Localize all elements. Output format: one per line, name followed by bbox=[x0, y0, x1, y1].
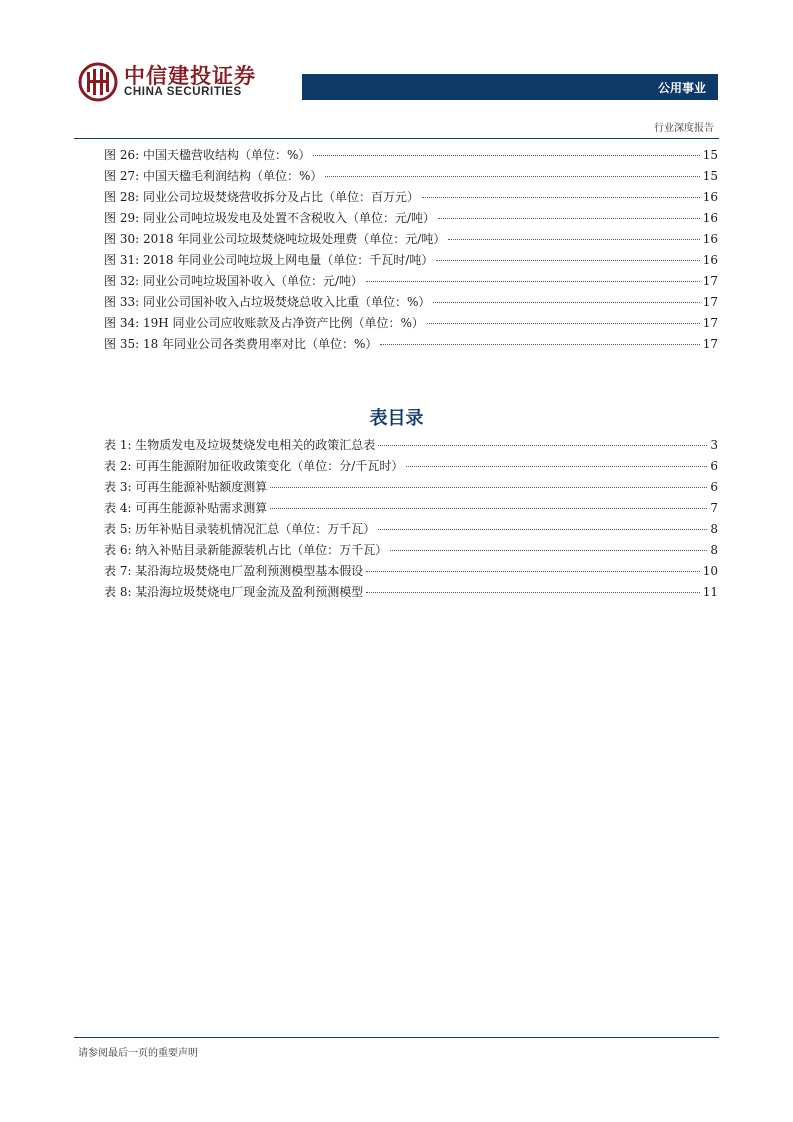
toc-entry[interactable] bbox=[104, 335, 718, 356]
toc-entry-label: 表 2: 可再生能源附加征收政策变化（单位：分/千瓦时） bbox=[104, 459, 404, 473]
footer-disclaimer: 请参阅最后一页的重要声明 bbox=[78, 1048, 198, 1059]
toc-entry-page: 8 bbox=[710, 543, 718, 557]
toc-leader-dots bbox=[378, 445, 707, 446]
toc-entry-label: 图 27: 中国天楹毛利润结构（单位：%） bbox=[104, 169, 323, 183]
toc-entry[interactable] bbox=[104, 478, 718, 499]
toc-leader-dots bbox=[438, 218, 700, 219]
toc-entry-page: 15 bbox=[702, 148, 718, 162]
toc-entry[interactable] bbox=[104, 499, 718, 520]
toc-entry-label: 图 31: 2018 年同业公司吨垃圾上网电量（单位：千瓦时/吨） bbox=[104, 253, 434, 267]
toc-entry-page: 8 bbox=[710, 522, 718, 536]
header-divider bbox=[74, 138, 719, 139]
china-securities-logo-icon bbox=[78, 62, 118, 102]
toc-entry-label: 表 3: 可再生能源补贴额度测算 bbox=[104, 480, 268, 494]
sector-label: 公用事业 bbox=[657, 80, 706, 95]
toc-leader-dots bbox=[366, 571, 699, 572]
toc-leader-dots bbox=[448, 239, 699, 240]
toc-leader-dots bbox=[380, 344, 699, 345]
toc-entry-label: 图 32: 同业公司吨垃圾国补收入（单位：元/吨） bbox=[104, 274, 363, 288]
sector-banner bbox=[302, 74, 718, 100]
toc-leader-dots bbox=[390, 550, 707, 551]
toc-entry[interactable] bbox=[104, 541, 718, 562]
toc-entry[interactable] bbox=[104, 209, 718, 230]
toc-entry[interactable] bbox=[104, 457, 718, 478]
toc-entry-label: 图 29: 同业公司吨垃圾发电及处置不含税收入（单位：元/吨） bbox=[104, 211, 435, 225]
toc-entry-page: 16 bbox=[702, 232, 718, 246]
toc-leader-dots bbox=[433, 302, 699, 303]
toc-entry[interactable] bbox=[104, 230, 718, 251]
toc-entry-page: 16 bbox=[702, 211, 718, 225]
toc-entry-page: 17 bbox=[702, 274, 718, 288]
footer-divider bbox=[74, 1037, 719, 1038]
toc-leader-dots bbox=[366, 281, 700, 282]
toc-leader-dots bbox=[427, 323, 700, 324]
toc-leader-dots bbox=[406, 466, 707, 467]
toc-entry-label: 图 34: 19H 同业公司应收账款及占净资产比例（单位：%） bbox=[104, 316, 424, 330]
toc-entry-label: 表 7: 某沿海垃圾焚烧电厂盈利预测模型基本假设 bbox=[104, 564, 364, 578]
toc-entry-page: 3 bbox=[710, 438, 718, 452]
brand-name-cn: 中信建投证券 bbox=[124, 64, 256, 88]
toc-entry-page: 16 bbox=[702, 253, 718, 267]
toc-entry[interactable] bbox=[104, 167, 718, 188]
toc-entry-page: 16 bbox=[702, 190, 718, 204]
toc-entry[interactable] bbox=[104, 146, 718, 167]
toc-entry[interactable] bbox=[104, 436, 718, 457]
toc-entry-page: 10 bbox=[702, 564, 718, 578]
toc-entry[interactable] bbox=[104, 272, 718, 293]
toc-entry[interactable] bbox=[104, 562, 718, 583]
toc-leader-dots bbox=[422, 197, 700, 198]
figures-toc bbox=[104, 146, 718, 356]
report-type: 行业深度报告 bbox=[654, 123, 714, 134]
toc-entry-page: 17 bbox=[702, 337, 718, 351]
toc-entry-label: 图 35: 18 年同业公司各类费用率对比（单位：%） bbox=[104, 337, 378, 351]
toc-entry[interactable] bbox=[104, 314, 718, 335]
toc-entry-page: 6 bbox=[710, 459, 718, 473]
toc-leader-dots bbox=[325, 176, 699, 177]
toc-leader-dots bbox=[270, 508, 707, 509]
toc-entry-page: 15 bbox=[702, 169, 718, 183]
page-header bbox=[0, 0, 793, 134]
toc-leader-dots bbox=[366, 592, 699, 593]
toc-entry[interactable] bbox=[104, 520, 718, 541]
toc-entry-page: 7 bbox=[710, 501, 718, 515]
toc-leader-dots bbox=[378, 529, 707, 530]
toc-entry[interactable] bbox=[104, 293, 718, 314]
toc-leader-dots bbox=[313, 155, 699, 156]
toc-leader-dots bbox=[270, 487, 707, 488]
tables-toc bbox=[104, 436, 718, 604]
toc-leader-dots bbox=[436, 260, 699, 261]
toc-entry-label: 图 30: 2018 年同业公司垃圾焚烧吨垃圾处理费（单位：元/吨） bbox=[104, 232, 446, 246]
toc-entry-page: 6 bbox=[710, 480, 718, 494]
toc-entry-label: 表 4: 可再生能源补贴需求测算 bbox=[104, 501, 268, 515]
toc-entry-page: 11 bbox=[702, 585, 718, 599]
toc-entry-label: 图 26: 中国天楹营收结构（单位：%） bbox=[104, 148, 311, 162]
toc-entry-label: 表 5: 历年补贴目录装机情况汇总（单位：万千瓦） bbox=[104, 522, 376, 536]
tables-toc-title: 表目录 bbox=[369, 408, 424, 429]
toc-entry-label: 表 1: 生物质发电及垃圾焚烧发电相关的政策汇总表 bbox=[104, 438, 376, 452]
toc-entry[interactable] bbox=[104, 251, 718, 272]
brand-name-en: CHINA SECURITIES bbox=[124, 86, 242, 98]
toc-entry-page: 17 bbox=[702, 295, 718, 309]
toc-entry-label: 表 8: 某沿海垃圾焚烧电厂现金流及盈利预测模型 bbox=[104, 585, 364, 599]
toc-entry[interactable] bbox=[104, 583, 718, 604]
toc-entry-label: 图 33: 同业公司国补收入占垃圾焚烧总收入比重（单位：%） bbox=[104, 295, 431, 309]
toc-entry-page: 17 bbox=[702, 316, 718, 330]
toc-entry-label: 表 6: 纳入补贴目录新能源装机占比（单位：万千瓦） bbox=[104, 543, 388, 557]
toc-entry[interactable] bbox=[104, 188, 718, 209]
toc-entry-label: 图 28: 同业公司垃圾焚烧营收拆分及占比（单位：百万元） bbox=[104, 190, 419, 204]
